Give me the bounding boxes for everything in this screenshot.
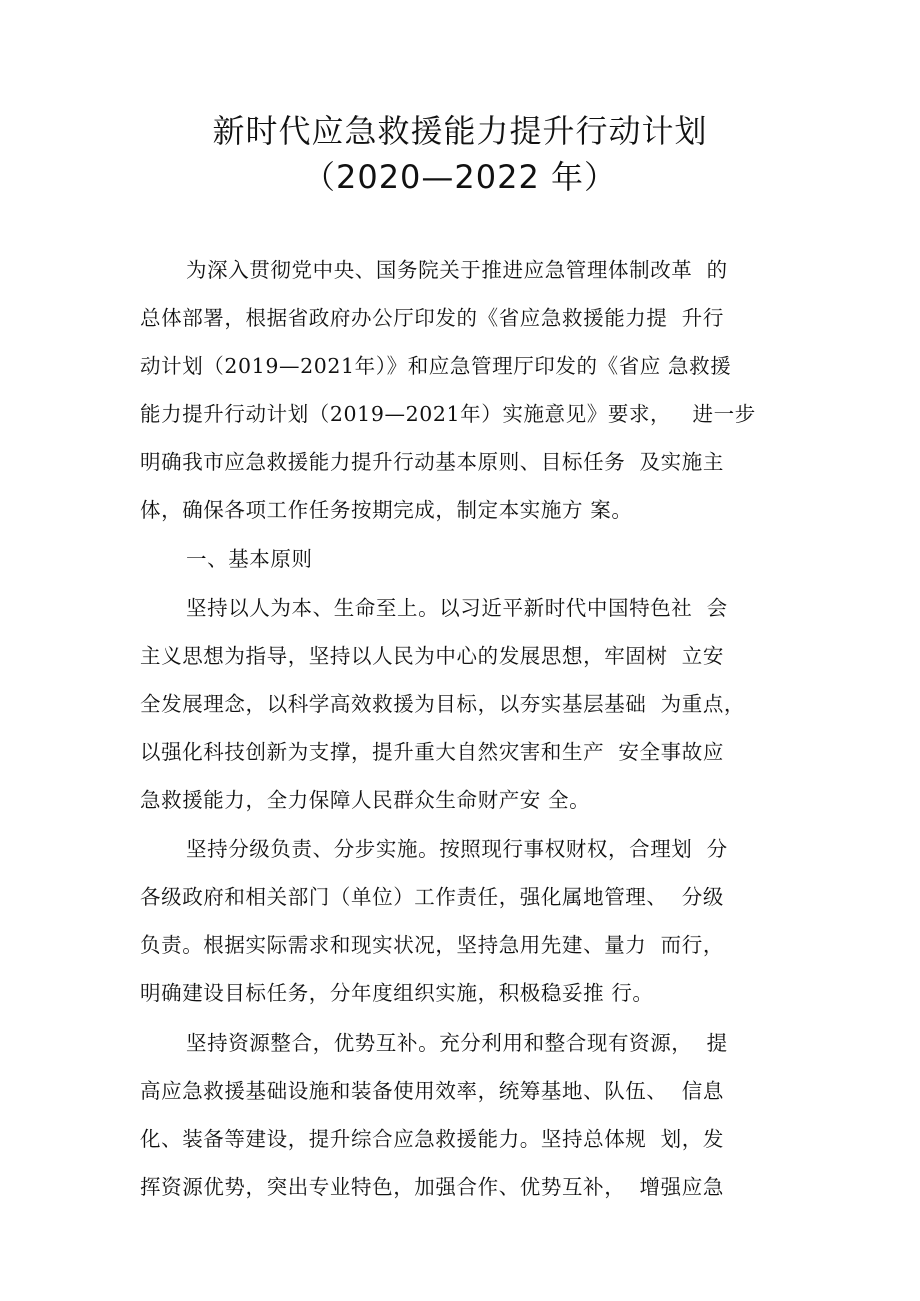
section-heading: 一、基本原则 xyxy=(186,547,313,571)
principle2-line-2: 各级政府和相关部门（单位）工作责任，强化属地管理、 分级 xyxy=(140,885,724,909)
principle1-line-1: 坚持以人为本、生命至上。以习近平新时代中国特色社 会 xyxy=(186,596,728,620)
principle1-line-5: 急救援能力，全力保障人民群众生命财产安 全。 xyxy=(140,788,591,812)
principle1-line-2: 主义思想为指导，坚持以人民为中心的发展思想，牢固树 立安 xyxy=(140,644,724,668)
principle2-line-1: 坚持分级负责、分步实施。按照现行事权财权，合理划 分 xyxy=(186,837,728,861)
principle2-line-4: 明确建设目标任务，分年度组织实施，积极稳妥推 行。 xyxy=(140,981,654,1005)
document-title: 新时代应急救援能力提升行动计划 xyxy=(212,112,708,150)
principle3-line-2: 高应急救援基础设施和装备使用效率，统筹基地、队伍、 信息 xyxy=(140,1079,724,1103)
intro-line-2: 总体部署，根据省政府办公厅印发的《省应急救援能力提 升行 xyxy=(140,306,724,330)
principle3-line-4: 挥资源优势，突出专业特色，加强合作、优势互补， 增强应急 xyxy=(140,1175,724,1199)
principle2-line-3: 负责。根据实际需求和现实状况，坚持急用先建、量力 而行， xyxy=(140,933,724,957)
principle1-line-3: 全发展理念，以科学高效救援为目标，以夯实基层基础 为重点， xyxy=(140,692,746,716)
intro-line-3: 动计划（2019—2021年）》和应急管理厅印发的《省应 急救援 xyxy=(140,354,732,378)
principle3-line-3: 化、装备等建设，提升综合应急救援能力。坚持总体规 划，发 xyxy=(140,1127,724,1151)
intro-line-1: 为深入贯彻党中央、国务院关于推进应急管理体制改革 的 xyxy=(186,258,728,282)
principle1-line-4: 以强化科技创新为支撑，提升重大自然灾害和生产 安全事故应 xyxy=(140,740,724,764)
intro-line-6: 体，确保各项工作任务按期完成，制定本实施方 案。 xyxy=(140,498,633,522)
intro-line-5: 明确我市应急救援能力提升行动基本原则、目标任务 及实施主 xyxy=(140,450,724,474)
intro-line-4: 能力提升行动计划（2019—2021年）实施意见》要求， 进一步 xyxy=(140,402,756,426)
document-subtitle: （2020—2022 年） xyxy=(302,158,618,196)
principle3-line-1: 坚持资源整合，优势互补。充分利用和整合现有资源， 提 xyxy=(186,1031,728,1055)
